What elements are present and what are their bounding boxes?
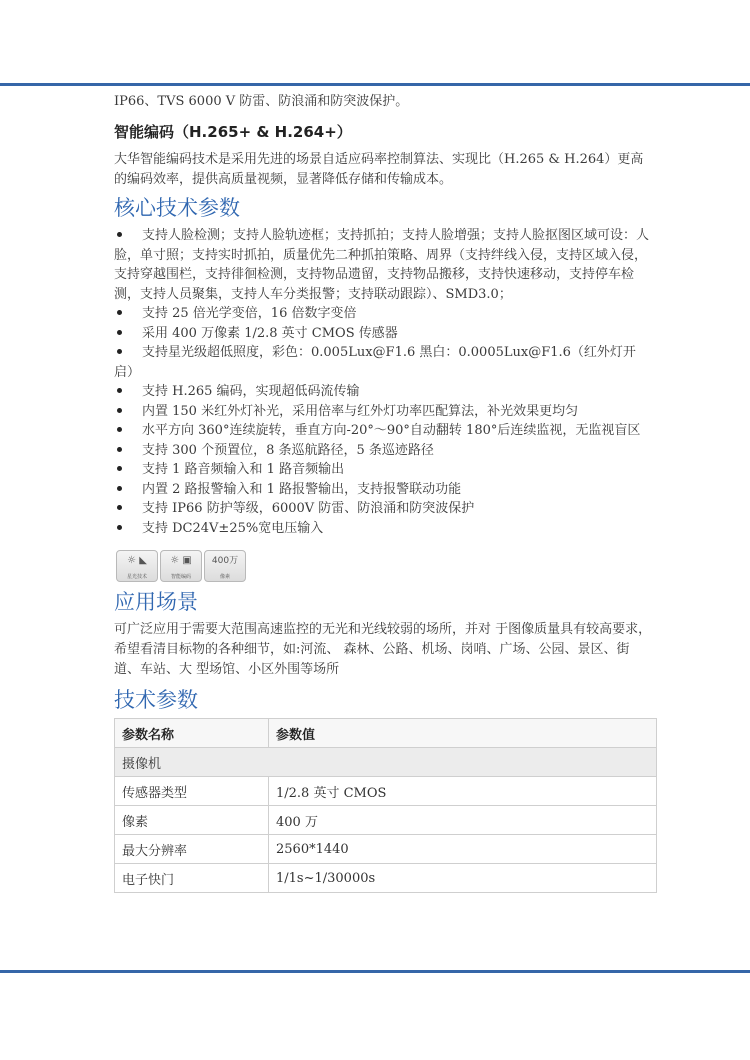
bullet-icon — [117, 525, 122, 530]
table-group-row — [115, 748, 657, 777]
bottom-rule — [0, 970, 750, 973]
bullet-icon — [117, 447, 122, 452]
list-item: 内置 150 米红外灯补光，采用倍率与红外灯功率匹配算法，补光效果更均匀 — [114, 402, 654, 422]
bullet-icon — [117, 505, 122, 510]
bullet-icon — [117, 408, 122, 413]
group-label: 摄像机 — [115, 748, 657, 777]
list-item: 内置 2 路报警输入和 1 路报警输出，支持报警联动功能 — [114, 480, 654, 500]
list-item: 支持 H.265 编码，实现超低码流传输 — [114, 382, 654, 402]
table-header-row — [115, 719, 657, 748]
top-rule — [0, 83, 750, 86]
param-value: 1/1s~1/30000s — [269, 864, 657, 893]
list-item: 水平方向 360°连续旋转，垂直方向-20°～90°自动翻转 180°后连续监视，无监视盲区 — [114, 421, 654, 441]
application-heading: 应用场景 — [114, 590, 198, 614]
column-header-name: 参数名称 — [115, 719, 269, 748]
core-params-list — [114, 226, 654, 538]
bullet-icon — [117, 330, 122, 335]
list-item: 支持星光级超低照度，彩色：0.005Lux@F1.6 黑白：0.0005Lux@F1.6（红外灯开启） — [114, 345, 636, 380]
table-row — [115, 864, 657, 893]
column-header-value: 参数值 — [269, 719, 657, 748]
megapixel-icon: 400万 像素 — [204, 550, 246, 582]
bullet-icon — [117, 466, 122, 471]
list-item: 支持 25 倍光学变倍，16 倍数字变倍 — [114, 304, 654, 324]
bullet-icon — [117, 310, 122, 315]
table-row — [115, 835, 657, 864]
bullet-icon — [117, 349, 122, 354]
tech-params-heading: 技术参数 — [114, 688, 198, 712]
list-item: 采用 400 万像素 1/2.8 英寸 CMOS 传感器 — [114, 324, 654, 344]
param-value: 1/2.8 英寸 CMOS — [269, 777, 657, 806]
smart-encoding-heading: 智能编码（H.265+ & H.264+） — [114, 123, 352, 141]
smart-h265-icon: ☼ ▣ 智能编码 — [160, 550, 202, 582]
list-item: 支持 300 个预置位，8 条巡航路径，5 条巡迹路径 — [114, 441, 654, 461]
application-text: 可广泛应用于需要大范围高速监控的无光和光线较弱的场所，并对 于图像质量具有较高要求，希望看清目标物的各种细节，如:河流、 森林、公路、机场、岗哨、广场、公园、景区、街道、车站、大 型场馆、小区外围等场所 — [114, 622, 652, 677]
table-row — [115, 806, 657, 835]
param-name: 像素 — [115, 806, 269, 835]
param-value: 2560*1440 — [269, 835, 657, 864]
param-name: 电子快门 — [115, 864, 269, 893]
param-name: 最大分辨率 — [115, 835, 269, 864]
param-name: 传感器类型 — [115, 777, 269, 806]
intro-line: IP66、TVS 6000 V 防雷、防浪涌和防突波保护。 — [114, 94, 409, 109]
smart-encoding-text: 大华智能编码技术是采用先进的场景自适应码率控制算法、实现比（H.265 & H.264）更高的编码效率，提供高质量视频，显著降低存储和传输成本。 — [114, 152, 644, 187]
tech-params-table — [114, 718, 657, 893]
list-item: 支持 1 路音频输入和 1 路音频输出 — [114, 460, 654, 480]
param-value: 400 万 — [269, 806, 657, 835]
list-item: 支持 DC24V±25%宽电压输入 — [114, 519, 654, 539]
bullet-icon — [117, 388, 122, 393]
feature-icons — [116, 550, 654, 582]
bullet-icon — [117, 232, 122, 237]
list-item: 支持人脸检测；支持人脸轨迹框；支持抓拍；支持人脸增强；支持人脸抠图区域可设：人脸，单寸照；支持实时抓拍，质量优先二种抓拍策略、周界（支持绊线入侵，支持区域入侵，支持穿越围栏，支持徘徊检测，支持物品遗留，支持物品搬移，支持快速移动，支持停车检测，支持人员聚集，支持人车分类报警；支持联动跟踪）、SMD3.0； — [114, 228, 650, 302]
list-item: 支持 IP66 防护等级，6000V 防雷、防浪涌和防突波保护 — [114, 499, 654, 519]
document-body — [114, 92, 654, 893]
starlight-icon: ☼ ◣ 星光技术 — [116, 550, 158, 582]
bullet-icon — [117, 486, 122, 491]
core-params-heading: 核心技术参数 — [114, 196, 240, 220]
table-row — [115, 777, 657, 806]
bullet-icon — [117, 427, 122, 432]
